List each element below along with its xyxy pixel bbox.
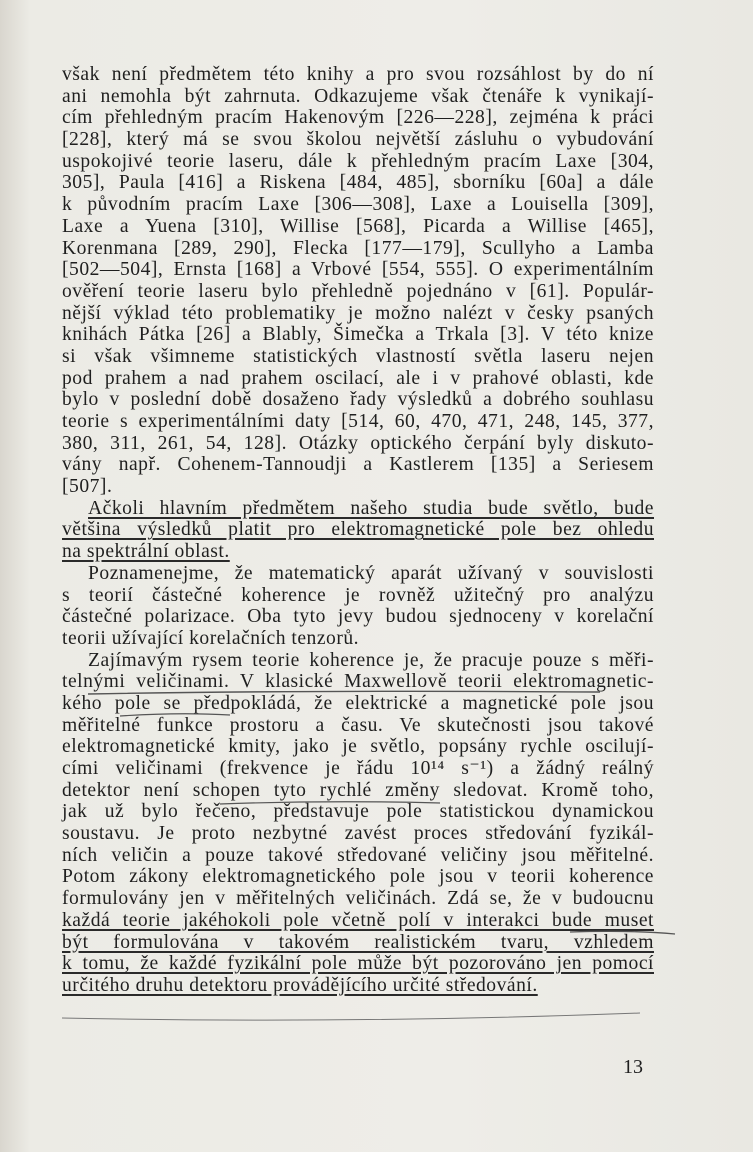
- text-line: formulovány jen v měřitelných veličinách. Zdá se, že v budoucnu: [62, 888, 654, 910]
- paragraph-4: [62, 650, 654, 997]
- text-line: pod prahem a nad prahem oscilací, ale i v prahové oblasti, kde: [62, 367, 654, 389]
- text-line: bylo v poslední době dosaženo řady výsledků a dobrého souhlasu: [62, 389, 654, 411]
- paragraph-1: [62, 64, 654, 498]
- text-line: cím přehledným pracím Hakenovým [226—228], zejména k práci: [62, 107, 654, 129]
- text-line: vány např. Cohenem-Tannoudji a Kastlerem [135] a Seriesem: [62, 454, 654, 476]
- text-line: si však všimneme statistických vlastností světla laseru nejen: [62, 345, 654, 367]
- text-line: ověření teorie laseru bylo přehledně pojednáno v [61]. Populár-: [62, 280, 654, 302]
- text-line: [502—504], Ernsta [168] a Vrbové [554, 555]. O experimentálním: [62, 259, 654, 281]
- text-line: [507].: [62, 476, 113, 498]
- text-line: však není předmětem této knihy a pro svou rozsáhlost by do ní: [62, 64, 654, 85]
- text-line: 305], Paula [416] a Riskena [484, 485], sborníku [60a] a dále: [62, 172, 654, 194]
- text-line: k tomu, že každé fyzikální pole může být pozorováno jen pomocí: [62, 953, 654, 975]
- text-line: s teorií částečné koherence je rovněž užitečný pro analýzu: [62, 584, 654, 606]
- text-line: telnými veličinami. V klasické Maxwellově teorii elektromagnetic-: [62, 671, 654, 693]
- text-line: Ačkoli hlavním předmětem našeho studia bude světlo, bude: [88, 497, 654, 519]
- text-line: elektromagnetické kmity, jako je světlo, popsány rychle oscilují-: [62, 736, 654, 758]
- text-line: každá teorie jakéhokoli pole včetně polí v interakci bude muset: [62, 909, 654, 931]
- text-line: soustavu. Je proto nezbytné zavést proces středování fyzikál-: [62, 823, 654, 845]
- text-line: Potom zákony elektromagnetického pole jsou v teorii koherence: [62, 866, 654, 888]
- text-line: kého pole se předpokládá, že elektrické a magnetické pole jsou: [62, 692, 654, 714]
- paragraph-2: [62, 498, 654, 563]
- text-line: cími veličinami (frekvence je řádu 10¹⁴ s⁻¹) a žádný reálný: [62, 758, 654, 779]
- text-line: být formulována v takovém realistickém tvaru, vzhledem: [62, 931, 654, 953]
- text-line: částečné polarizace. Oba tyto jevy budou sjednoceny v korelační: [62, 606, 654, 628]
- text-line: teorie s experimentálními daty [514, 60, 470, 471, 248, 145, 377,: [62, 411, 654, 432]
- paragraph-3: [62, 563, 654, 650]
- text-line: měřitelné funkce prostoru a času. Ve skutečnosti jsou takové: [62, 714, 654, 736]
- text-line: knihách Pátka [26] a Blably, Šimečka a Trkala [3]. V této knize: [62, 324, 654, 346]
- text-line: ani nemohla být zahrnuta. Odkazujeme však čtenáře k vynikají-: [62, 85, 654, 107]
- page-number: 13: [623, 1056, 643, 1078]
- text-line: nější výklad této problematiky je možno nalézt v česky psaných: [62, 302, 654, 324]
- text-line: určitého druhu detektoru provádějícího určité středování.: [62, 974, 538, 996]
- body-text: [62, 64, 654, 997]
- text-line: Korenmana [289, 290], Flecka [177—179], Scullyho a Lamba: [62, 237, 654, 259]
- pencil-underline: [62, 1013, 640, 1020]
- text-line: na spektrální oblast.: [62, 541, 230, 563]
- text-line: uspokojivé teorie laseru, dále k přehledným pracím Laxe [304,: [62, 150, 654, 172]
- text-line: Laxe a Yuena [310], Willise [568], Picarda a Willise [465],: [62, 215, 654, 237]
- text-line: detektor není schopen tyto rychlé změny sledovat. Kromě toho,: [62, 779, 654, 801]
- text-line: většina výsledků platit pro elektromagnetické pole bez ohledu: [62, 519, 654, 541]
- text-line: k původním pracím Laxe [306—308], Laxe a Louisella [309],: [62, 194, 654, 216]
- text-line: ních veličin a pouze takové středované veličiny jsou měřitelné.: [62, 844, 654, 866]
- text-line: Poznamenejme, že matematický aparát užívaný v souvislosti: [88, 562, 654, 584]
- text-line: jak už bylo řečeno, představuje pole statistickou dynamickou: [62, 801, 654, 823]
- text-line: Zajímavým rysem teorie koherence je, že pracuje pouze s měři-: [88, 649, 654, 671]
- text-line: teorii užívající korelačních tenzorů.: [62, 627, 360, 649]
- text-line: 380, 311, 261, 54, 128]. Otázky optického čerpání byly diskuto-: [62, 432, 654, 454]
- text-line: [228], který má se svou školou největší zásluhu o vybudování: [62, 129, 654, 151]
